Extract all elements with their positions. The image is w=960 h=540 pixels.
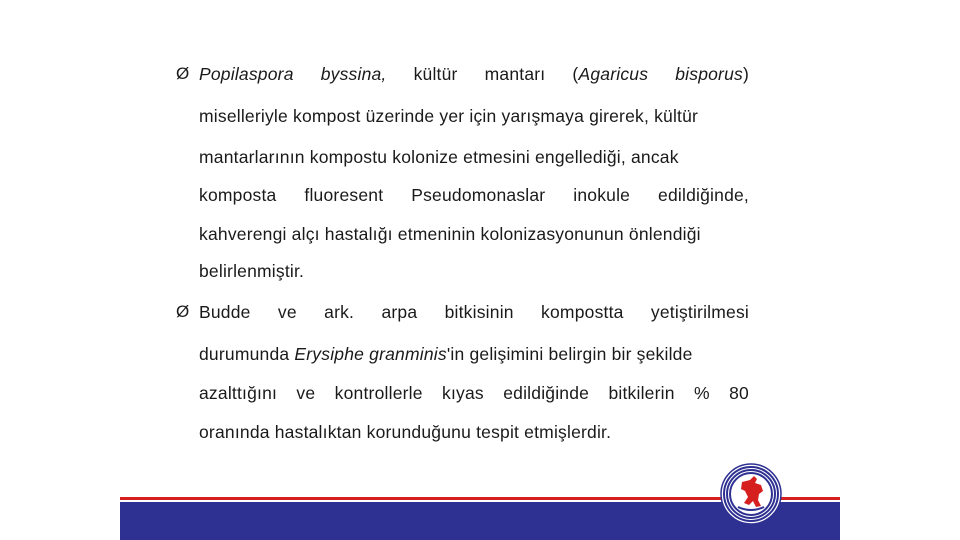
- bullet-2-line-3: azalttığını ve kontrollerle kıyas edildiğinde bitkilerin % 80: [199, 383, 749, 403]
- bullet-1-line-5: kahverengi alçı hastalığı etmeninin kolonizasyonunun önlendiği: [199, 224, 701, 244]
- bullet-1-line-1: Popilaspora byssina, kültür mantarı (Agaricus bisporus): [199, 64, 750, 84]
- bullet-1-line-4: komposta fluoresent Pseudomonaslar inokule edildiğinde,: [199, 185, 749, 205]
- bullet-2-line-4: oranında hastalıktan korunduğunu tespit etmişlerdir.: [199, 422, 612, 442]
- university-seal-icon: [720, 463, 782, 525]
- bullet-2-line-1: Budde ve ark. arpa bitkisinin kompostta yetiştirilmesi: [199, 302, 749, 322]
- bullet-1-line-3: mantarlarının kompostu kolonize etmesini engellediği, ancak: [199, 147, 679, 167]
- bullet-1-line-2: miselleriyle kompost üzerinde yer için yarışmaya girerek, kültür: [199, 106, 699, 126]
- bullet-1-line-6: belirlenmiştir.: [199, 261, 305, 281]
- bullet-2-line-2: durumunda Erysiphe granminis'in gelişimini belirgin bir şekilde: [199, 344, 693, 364]
- bullet-arrow-icon: Ø: [176, 302, 190, 321]
- bullet-arrow-icon: Ø: [176, 64, 190, 83]
